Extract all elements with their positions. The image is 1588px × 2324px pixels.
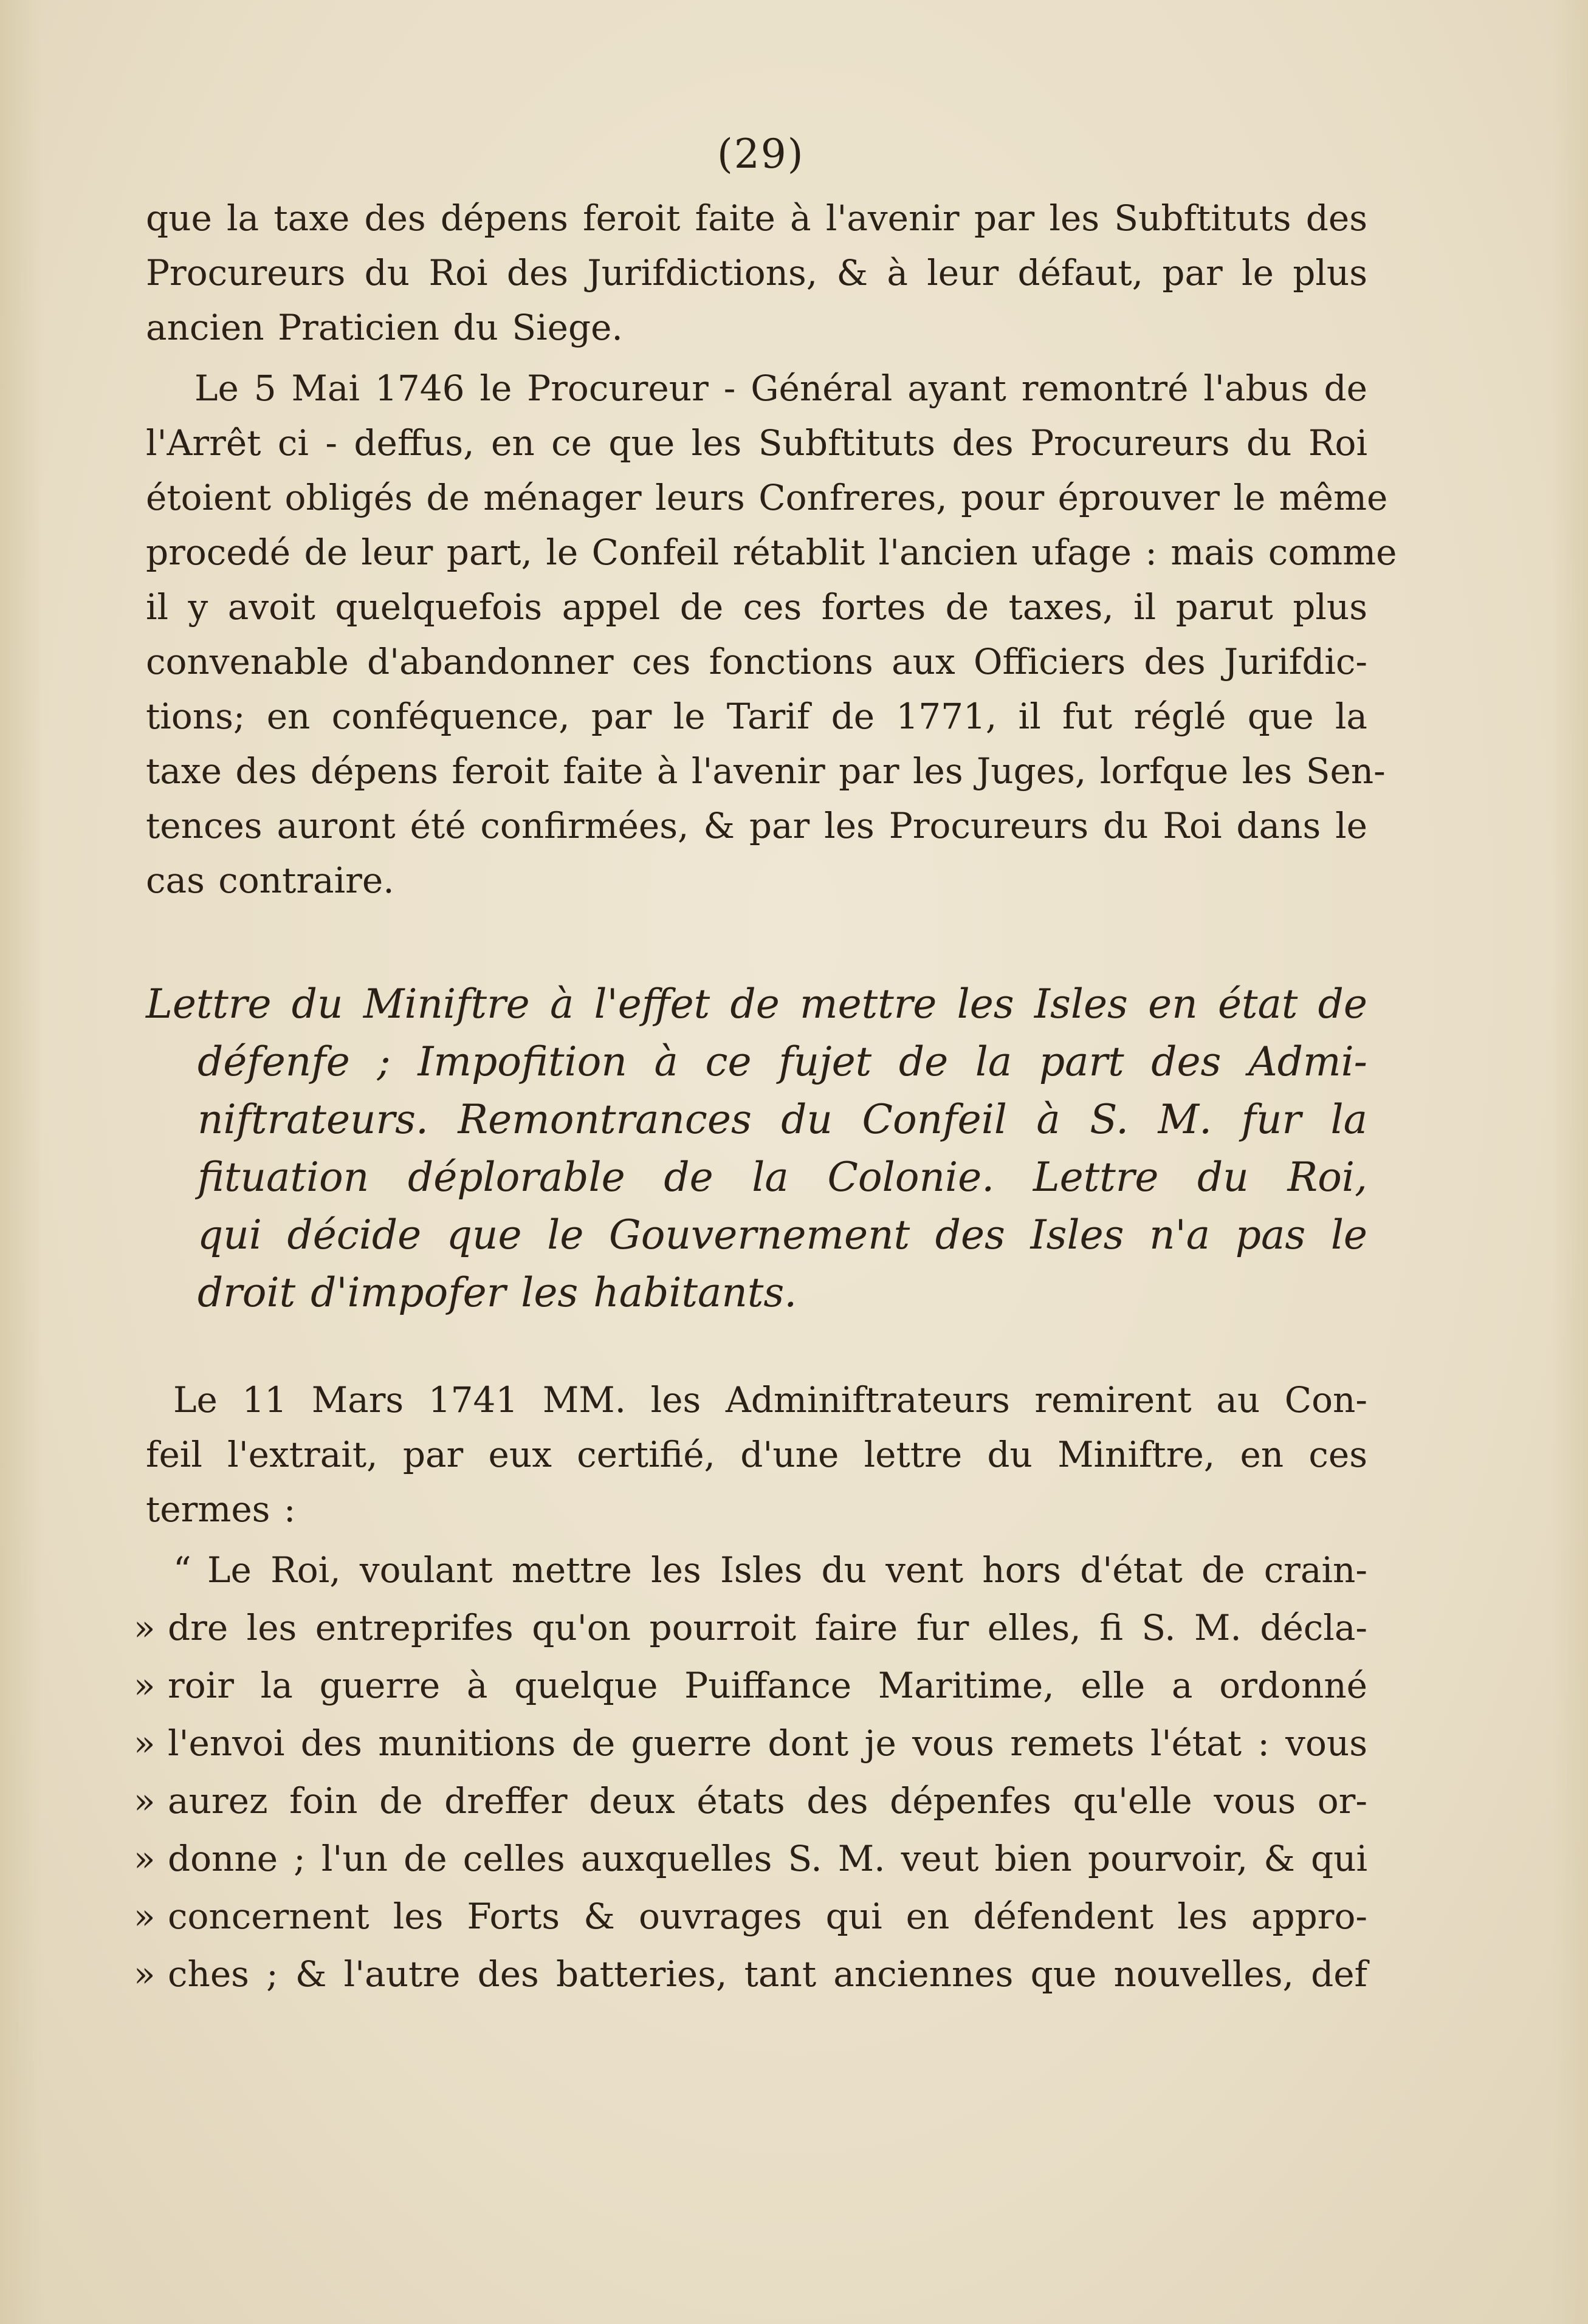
text-line: Le 11 Mars 1741 MM. les Adminiftrateurs remirent au Con- (173, 1379, 1367, 1421)
quotation-mark: » (134, 1953, 156, 1995)
quotation-line (134, 1896, 1367, 1937)
text-line: l'Arrêt ci - deffus, en ce que les Subftituts des Procureurs du Roi (146, 422, 1367, 464)
quotation-mark: » (134, 1607, 156, 1648)
quotation-mark: “ (173, 1549, 191, 1591)
quotation-mark: » (134, 1838, 156, 1879)
text-line: ancien Praticien du Siege. (146, 307, 623, 348)
quotation-text: l'envoi des munitions de guerre dont je vous remets l'état : vous (168, 1722, 1367, 1764)
quotation-mark: » (134, 1780, 156, 1822)
section-heading-line: défenfe ; Impofition à ce fujet de la part des Admi- (198, 1038, 1367, 1085)
text-line: cas contraire. (146, 860, 394, 901)
text-line: termes : (146, 1489, 296, 1530)
text-line: que la taxe des dépens feroit faite à l'avenir par les Subftituts des (146, 197, 1367, 239)
quotation-line (134, 1953, 1367, 1995)
quotation-text: concernent les Forts & ouvrages qui en défendent les appro- (168, 1896, 1367, 1937)
section-heading-line: niftrateurs. Remontrances du Confeil à S. M. fur la (198, 1096, 1367, 1143)
text-line: Le 5 Mai 1746 le Procureur - Général ayant remontré l'abus de (194, 368, 1367, 409)
text-line: tions; en conféquence, par le Tarif de 1771, il fut réglé que la (146, 696, 1367, 737)
quotation-line (134, 1838, 1367, 1879)
quotation-text: aurez foin de dreffer deux états des dépenfes qu'elle vous or- (168, 1780, 1367, 1822)
quotation-text: roir la guerre à quelque Puiffance Maritime, elle a ordonné (168, 1665, 1367, 1706)
quotation-line (134, 1780, 1367, 1822)
text-line: procedé de leur part, le Confeil rétablit l'ancien ufage : mais comme (146, 532, 1397, 573)
quotation-text: dre les entreprifes qu'on pourroit faire fur elles, fi S. M. décla- (168, 1607, 1367, 1648)
section-heading-line: fituation déplorable de la Colonie. Lettre du Roi, (198, 1154, 1367, 1201)
quotation-text: Le Roi, voulant mettre les Isles du vent hors d'état de crain- (207, 1549, 1367, 1591)
section-heading-line: qui décide que le Gouvernement des Isles n'a pas le (198, 1212, 1367, 1258)
page-edge-shadow-left (0, 0, 43, 2324)
section-heading-line: droit d'impofer les habitants. (198, 1269, 797, 1316)
text-line: feil l'extrait, par eux certifié, d'une lettre du Miniftre, en ces (146, 1434, 1367, 1475)
quotation-text: ches ; & l'autre des batteries, tant anciennes que nouvelles, def (168, 1953, 1367, 1995)
quotation-line (134, 1665, 1367, 1706)
quotation-line (134, 1722, 1367, 1764)
text-line: Procureurs du Roi des Jurifdictions, & à leur défaut, par le plus (146, 252, 1367, 293)
quotation-text: donne ; l'un de celles auxquelles S. M. veut bien pourvoir, & qui (168, 1838, 1367, 1879)
quotation-mark: » (134, 1722, 156, 1764)
text-line: étoient obligés de ménager leurs Confreres, pour éprouver le même (146, 477, 1388, 518)
page-number: (29) (717, 131, 805, 177)
quotation-line (134, 1607, 1367, 1648)
section-heading-line: Lettre du Miniftre à l'effet de mettre les Isles en état de (146, 981, 1367, 1027)
quotation-mark: » (134, 1896, 156, 1937)
text-line: taxe des dépens feroit faite à l'avenir par les Juges, lorfque les Sen- (146, 750, 1386, 792)
text-line: tences auront été confirmées, & par les Procureurs du Roi dans le (146, 805, 1367, 846)
page-edge-shadow-right (1552, 0, 1588, 2324)
quotation-mark: » (134, 1665, 156, 1706)
quotation-line (173, 1549, 1367, 1591)
text-line: convenable d'abandonner ces fonctions aux Officiers des Jurifdic- (146, 641, 1367, 682)
text-line: il y avoit quelquefois appel de ces fortes de taxes, il parut plus (146, 586, 1367, 628)
